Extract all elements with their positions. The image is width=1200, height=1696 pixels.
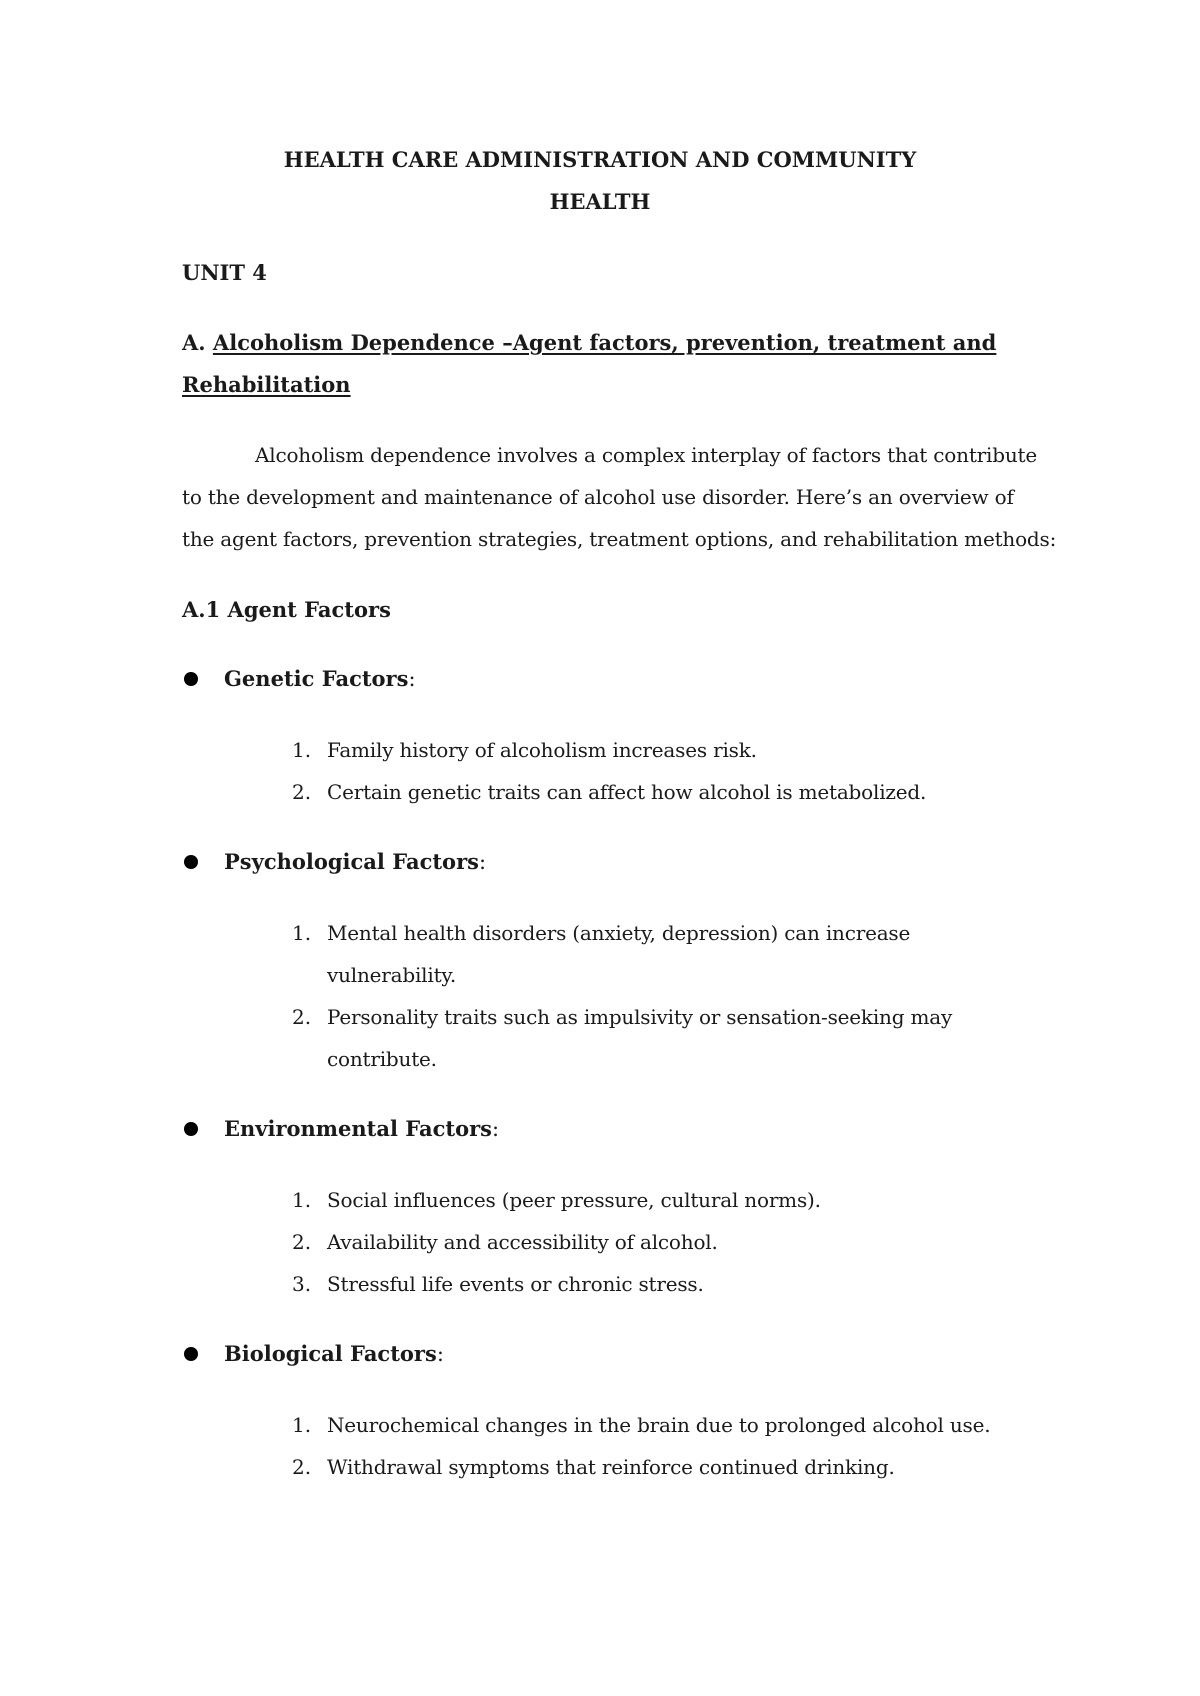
list-item-number: 1. <box>292 1188 312 1212</box>
list-item: Social influences (peer pressure, cultural norms). <box>327 1188 821 1212</box>
bullet-icon <box>184 1122 198 1136</box>
group-label-colon: : <box>436 1342 444 1366</box>
group-label-text: Environmental Factors <box>224 1116 492 1141</box>
unit-heading: UNIT 4 <box>182 260 267 285</box>
list-item-continued: contribute. <box>327 1047 437 1071</box>
group-label-psychological <box>224 849 486 875</box>
list-item-number: 2. <box>292 1455 312 1479</box>
list-item: Family history of alcoholism increases risk. <box>327 738 757 762</box>
section-a-heading-text-2: Rehabilitation <box>182 372 351 397</box>
group-label-text: Psychological Factors <box>224 849 479 874</box>
list-item: Availability and accessibility of alcohol. <box>327 1230 718 1254</box>
list-item-number: 2. <box>292 780 312 804</box>
list-item-number: 1. <box>292 738 312 762</box>
group-label-biological <box>224 1341 444 1367</box>
intro-line-2: to the development and maintenance of alcohol use disorder. Here’s an overview of <box>182 485 1014 509</box>
list-item: Certain genetic traits can affect how alcohol is metabolized. <box>327 780 927 804</box>
group-label-colon: : <box>492 1117 500 1141</box>
list-item-number: 1. <box>292 1413 312 1437</box>
group-label-colon: : <box>408 667 416 691</box>
group-label-colon: : <box>478 850 487 874</box>
list-item: Mental health disorders (anxiety, depression) can increase <box>327 921 911 945</box>
section-a-prefix: A. <box>182 330 206 355</box>
list-item: Personality traits such as impulsivity or sensation-seeking may <box>327 1005 953 1029</box>
list-item-number: 2. <box>292 1005 312 1029</box>
bullet-icon <box>184 855 198 869</box>
list-item: Neurochemical changes in the brain due to prolonged alcohol use. <box>327 1413 991 1437</box>
subsection-a1-heading: A.1 Agent Factors <box>182 597 391 622</box>
list-item: Stressful life events or chronic stress. <box>327 1272 704 1296</box>
list-item-number: 2. <box>292 1230 312 1254</box>
document-title-line-2: HEALTH <box>549 189 651 214</box>
list-item-number: 3. <box>292 1272 312 1296</box>
intro-line-1: Alcoholism dependence involves a complex interplay of factors that contribute <box>255 443 1037 467</box>
document-title-line-1: HEALTH CARE ADMINISTRATION AND COMMUNITY <box>283 147 917 172</box>
list-item-continued: vulnerability. <box>327 963 457 987</box>
bullet-icon <box>184 672 198 686</box>
group-label-environmental <box>224 1116 499 1142</box>
section-a-heading-text-1: Alcoholism Dependence –Agent factors, prevention, treatment and <box>212 330 997 355</box>
group-label-text: Genetic Factors <box>224 666 409 691</box>
group-label-genetic <box>224 666 416 692</box>
bullet-icon <box>184 1347 198 1361</box>
list-item-number: 1. <box>292 921 312 945</box>
section-a-heading <box>182 330 996 356</box>
group-label-text: Biological Factors <box>224 1341 437 1366</box>
list-item: Withdrawal symptoms that reinforce continued drinking. <box>327 1455 895 1479</box>
intro-line-3: the agent factors, prevention strategies, treatment options, and rehabilitation methods: <box>182 527 1057 551</box>
section-a-heading-continued <box>182 372 351 398</box>
